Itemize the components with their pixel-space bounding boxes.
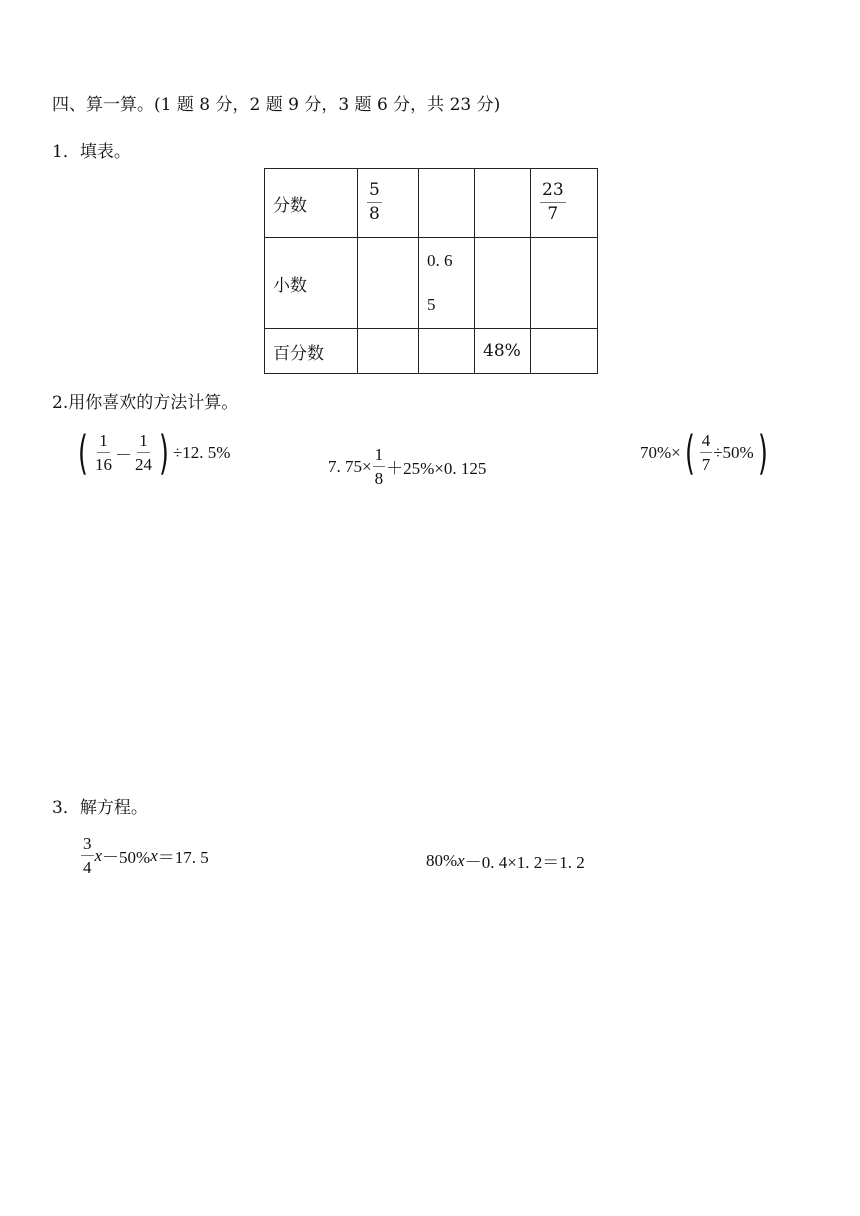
fraction (133, 432, 154, 474)
q1-title: 1．填表。 (52, 142, 131, 162)
numerator: 1 (97, 432, 110, 453)
cell-fraction-2[interactable] (419, 169, 475, 238)
cell-decimal-4[interactable] (531, 238, 598, 329)
cell-percent-3[interactable]: 48% (475, 329, 531, 374)
decimal-line-1: 0. 6 (427, 251, 453, 270)
numerator: 1 (137, 432, 150, 453)
denominator: 7 (701, 455, 711, 474)
right-paren: ) (757, 426, 768, 480)
numerator: 4 (700, 432, 713, 453)
fraction (93, 432, 114, 474)
cell-percent-2[interactable] (419, 329, 475, 374)
expression-tail: ÷50% (713, 443, 754, 462)
left-paren: ( (684, 426, 695, 480)
expression-head: 70%× (640, 443, 681, 462)
variable-x: x (94, 845, 103, 865)
cell-percent-4[interactable] (531, 329, 598, 374)
cell-fraction-1[interactable] (358, 169, 419, 238)
fraction (81, 835, 94, 877)
left-paren: ( (78, 426, 88, 480)
equation-head: 80% (426, 850, 458, 870)
cell-decimal-2[interactable] (419, 238, 475, 329)
row-label-decimal: 小数 (265, 238, 358, 329)
expression-3 (640, 426, 772, 480)
denominator: 16 (94, 455, 112, 474)
expression-1 (74, 426, 231, 480)
right-paren: ) (158, 426, 169, 480)
numerator: 5 (367, 182, 382, 203)
row-label-percent: 百分数 (265, 329, 358, 374)
fraction (700, 432, 713, 474)
cell-percent-1[interactable] (358, 329, 419, 374)
equation-middle: －50% (102, 848, 151, 868)
expression-tail: ÷12. 5% (172, 443, 231, 462)
denominator: 24 (134, 455, 152, 474)
cell-fraction-3[interactable] (475, 169, 531, 238)
cell-decimal-3[interactable] (475, 238, 531, 329)
numerator: 23 (540, 182, 566, 203)
cell-decimal-1[interactable] (358, 238, 419, 329)
variable-x: x (457, 850, 465, 870)
decimal-line-2: 5 (427, 295, 436, 314)
table-row (265, 169, 598, 238)
table-row (265, 329, 598, 374)
denominator: 7 (547, 204, 559, 224)
expression-2 (328, 446, 486, 488)
numerator: 3 (81, 835, 94, 856)
fraction (540, 182, 566, 224)
fraction (373, 446, 386, 488)
equation-2 (426, 848, 585, 873)
q2-title: 2.用你喜欢的方法计算。 (52, 393, 239, 413)
section-heading: 四、算一算。(1 题 8 分，2 题 9 分，3 题 6 分，共 23 分) (52, 95, 501, 115)
cell-fraction-4[interactable] (531, 169, 598, 238)
operator: － (114, 445, 132, 465)
row-label-fraction: 分数 (265, 169, 358, 238)
equation-1 (80, 835, 209, 877)
table-row (265, 238, 598, 329)
denominator: 8 (374, 468, 384, 488)
conversion-table (264, 168, 598, 374)
variable-x: x (150, 845, 158, 865)
q3-title: 3．解方程。 (52, 798, 148, 818)
denominator: 8 (369, 204, 380, 224)
expression-head: 7. 75× (328, 456, 372, 476)
fraction (367, 182, 382, 224)
equation-tail: －0. 4×1. 2＝1. 2 (464, 853, 585, 872)
expression-tail: ＋25%×0. 125 (386, 459, 487, 479)
numerator: 1 (373, 446, 386, 467)
denominator: 4 (83, 857, 92, 877)
equation-tail: ＝17. 5 (157, 848, 209, 868)
